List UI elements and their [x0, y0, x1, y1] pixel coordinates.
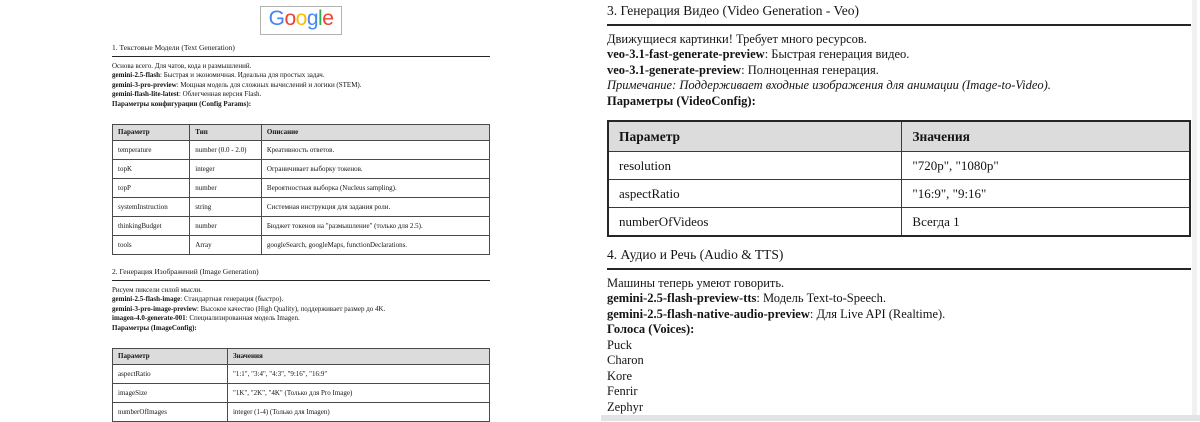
page-edge-strip-right — [1192, 0, 1197, 421]
cell-param: systemInstruction — [113, 198, 190, 217]
model-line — [607, 47, 1191, 62]
cell-param: resolution — [608, 152, 902, 180]
config-params-table — [112, 124, 490, 255]
model-desc: : Полноценная генерация. — [741, 62, 879, 77]
voice-item: Puck — [607, 337, 632, 352]
section-image-generation — [112, 267, 490, 422]
table-row — [608, 180, 1190, 208]
cell-param: imageSize — [113, 384, 228, 403]
cell-param: topK — [113, 160, 190, 179]
table-row — [113, 217, 490, 236]
model-name: gemini-2.5-flash-preview-tts — [607, 291, 757, 306]
page-edge-strip-bottom — [601, 415, 1200, 421]
google-logo — [260, 6, 343, 35]
model-name: veo-3.1-fast-generate-preview — [607, 47, 765, 62]
model-name: gemini-2.5-flash — [112, 71, 161, 80]
model-name: gemini-flash-lite-latest — [112, 90, 179, 99]
model-line — [112, 295, 490, 304]
logo-letter: l — [318, 7, 323, 30]
column-header: Значения — [902, 121, 1190, 152]
model-line — [112, 81, 490, 90]
cell-param: aspectRatio — [113, 365, 228, 384]
cell-values: "1K", "2K", "4K" (Только для Pro Image) — [227, 384, 489, 403]
cell-type: number — [190, 179, 262, 198]
table-row — [113, 403, 490, 422]
cell-type: integer — [190, 160, 262, 179]
table-header-row — [113, 349, 490, 365]
logo-letter: e — [322, 7, 334, 30]
section-intro: Основа всего. Для чатов, кода и размышлений. — [112, 62, 252, 70]
cell-param: thinkingBudget — [113, 217, 190, 236]
model-desc: : Быстрая генерация видео. — [764, 47, 910, 62]
section-intro: Рисуем пиксели силой мысли. — [112, 286, 202, 295]
voice-item: Charon — [607, 353, 644, 368]
model-name: imagen-4.0-generate-001 — [112, 314, 186, 323]
video-config-table — [607, 120, 1191, 237]
column-header: Значения — [227, 349, 489, 365]
cell-desc: googleSearch, googleMaps, functionDeclarations. — [261, 236, 489, 255]
cell-param: temperature — [113, 141, 190, 160]
voice-item: Zephyr — [607, 400, 644, 415]
logo-letter: o — [295, 7, 307, 30]
cell-desc: Креативность ответов. — [261, 141, 489, 160]
section-title: 4. Аудио и Речь (Audio & TTS) — [607, 247, 784, 263]
cell-desc: Системная инструкция для задания роли. — [261, 198, 489, 217]
voices-list — [607, 338, 1191, 416]
params-label: Параметры (VideoConfig): — [607, 93, 756, 108]
logo-row — [112, 6, 490, 35]
voice-item: Fenrir — [607, 384, 638, 399]
logo-letter: G — [268, 7, 285, 30]
table-header-row — [608, 121, 1190, 152]
table-row — [113, 384, 490, 403]
logo-letter: g — [306, 7, 319, 30]
model-name: gemini-2.5-flash-image — [112, 295, 181, 304]
cell-param: numberOfImages — [113, 403, 228, 422]
table-row — [113, 198, 490, 217]
cell-type: string — [190, 198, 262, 217]
model-line — [112, 314, 490, 323]
section-title: 3. Генерация Видео (Video Generation - Veo) — [607, 3, 859, 18]
section-intro: Движущиеся картинки! Требует много ресурсов. — [607, 32, 867, 46]
table-row — [113, 141, 490, 160]
model-name: gemini-3-pro-preview — [112, 80, 177, 89]
section-title: 2. Генерация Изображений (Image Generation) — [112, 267, 259, 277]
model-desc: : Модель Text-to-Speech. — [756, 291, 886, 306]
model-desc: : Быстрая и экономичная. Идеальна для простых задач. — [160, 71, 325, 80]
cell-type: number — [190, 217, 262, 236]
cell-desc: Бюджет токенов на "размышление" (только для 2.5). — [261, 217, 489, 236]
column-header: Параметр — [113, 125, 190, 141]
model-desc: : Для Live API (Realtime). — [809, 306, 946, 321]
page-left — [112, 6, 490, 422]
cell-desc: Ограничивает выборку токенов. — [261, 160, 489, 179]
cell-desc: Вероятностная выборка (Nucleus sampling). — [261, 179, 489, 198]
logo-letter: o — [284, 7, 296, 30]
cell-values: integer (1-4) (Только для Imagen) — [227, 403, 489, 422]
section-divider — [112, 56, 490, 57]
cell-param: tools — [113, 236, 190, 255]
table-row — [608, 208, 1190, 237]
note-line: Примечание: Поддерживает входные изображения для анимации (Image-to-Video). — [607, 78, 1051, 93]
table-row — [113, 179, 490, 198]
cell-values: "16:9", "9:16" — [902, 180, 1190, 208]
table-row — [113, 365, 490, 384]
section-divider — [112, 280, 490, 281]
model-name: gemini-3-pro-image-preview — [112, 304, 197, 313]
section-intro: Машины теперь умеют говорить. — [607, 276, 785, 291]
model-desc: : Стандартная генерация (быстро). — [180, 295, 284, 304]
cell-param: numberOfVideos — [608, 208, 902, 237]
model-line — [112, 71, 490, 80]
voice-item: Kore — [607, 368, 632, 383]
column-header: Тип — [190, 125, 262, 141]
cell-values: "720p", "1080p" — [902, 152, 1190, 180]
column-header: Параметр — [608, 121, 902, 152]
cell-param: topP — [113, 179, 190, 198]
params-label: Параметры (ImageConfig): — [112, 323, 197, 332]
cell-values: Всегда 1 — [902, 208, 1190, 237]
column-header: Описание — [261, 125, 489, 141]
model-desc: : Облегченная версия Flash. — [178, 90, 262, 99]
model-line — [607, 291, 1191, 306]
table-header-row — [113, 125, 490, 141]
image-config-table — [112, 348, 490, 422]
model-name: gemini-2.5-flash-native-audio-preview — [607, 306, 810, 321]
table-row — [113, 160, 490, 179]
cell-values: "1:1", "3:4", "4:3", "9:16", "16:9" — [227, 365, 489, 384]
section-divider — [607, 268, 1191, 270]
cell-type: number (0.0 - 2.0) — [190, 141, 262, 160]
section-title: 1. Текстовые Модели (Text Generation) — [112, 43, 235, 52]
section-text-models — [112, 43, 490, 255]
column-header: Параметр — [113, 349, 228, 365]
page-right — [607, 0, 1191, 416]
model-desc: : Высокое качество (High Quality), поддерживает размер до 4K. — [196, 304, 386, 313]
model-name: veo-3.1-generate-preview — [607, 62, 742, 77]
model-line — [607, 307, 1191, 322]
section-video-generation — [607, 3, 1191, 237]
table-row — [113, 236, 490, 255]
model-line — [607, 63, 1191, 78]
model-desc: : Специализированная модель Imagen. — [185, 314, 300, 323]
model-desc: : Мощная модель для сложных вычислений и логики (STEM). — [176, 80, 362, 89]
table-row — [608, 152, 1190, 180]
model-line — [112, 305, 490, 314]
params-label: Параметры конфигурации (Config Params): — [112, 99, 252, 108]
cell-param: aspectRatio — [608, 180, 902, 208]
model-line — [112, 90, 490, 99]
voices-label: Голоса (Voices): — [607, 322, 695, 337]
cell-type: Array — [190, 236, 262, 255]
section-divider — [607, 24, 1191, 26]
section-audio-tts — [607, 247, 1191, 416]
